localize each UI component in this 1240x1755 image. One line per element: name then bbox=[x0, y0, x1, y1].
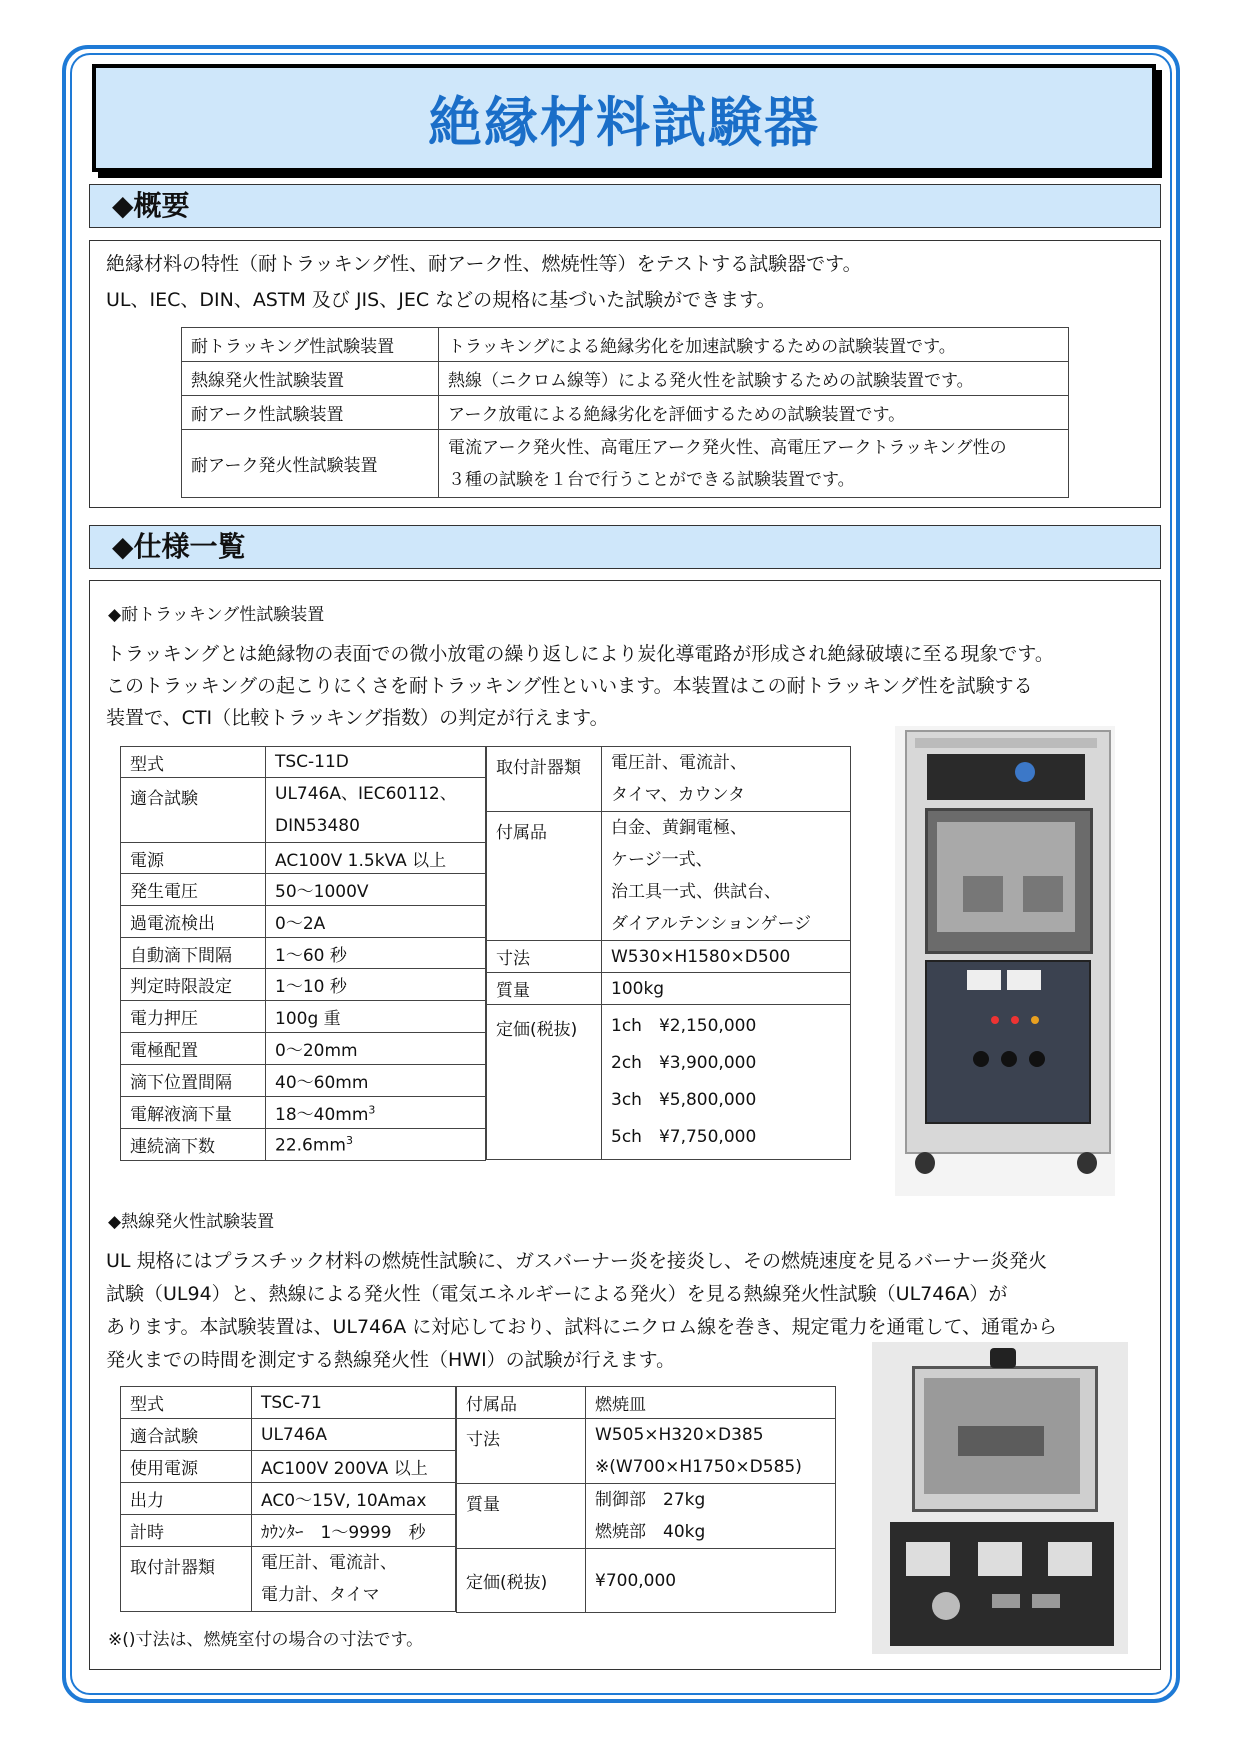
value-line: 白金、黄銅電極、 bbox=[611, 818, 747, 838]
tracking-spec-table-left bbox=[120, 746, 486, 1161]
spec-key: 質量 bbox=[487, 973, 602, 1005]
spec-key: 質量 bbox=[457, 1484, 586, 1549]
device-desc: 熱線（ニクロム線等）による発火性を試験するための試験装置です。 bbox=[439, 362, 1069, 396]
table-row bbox=[487, 941, 851, 973]
spec-value: AC0～15V, 10Amax bbox=[252, 1483, 456, 1515]
spec-key: 取付計器類 bbox=[487, 747, 602, 812]
spec-key: 出力 bbox=[121, 1483, 252, 1515]
spec-key: 計時 bbox=[121, 1515, 252, 1547]
table-row bbox=[121, 778, 486, 843]
device-desc bbox=[439, 430, 1069, 498]
value-line: DIN53480 bbox=[275, 816, 360, 836]
table-row bbox=[121, 843, 486, 874]
spec-value: AC100V 1.5kVA 以上 bbox=[266, 843, 486, 874]
spec-key: 型式 bbox=[121, 1387, 252, 1419]
price-list bbox=[602, 1005, 851, 1160]
table-row bbox=[182, 396, 1069, 430]
value-line: 電圧計、電流計、 bbox=[261, 1553, 397, 1573]
hotwire-para-3: あります。本試験装置は、UL746A に対応しており、試料にニクロム線を巻き、規定電力を通電して、通電から bbox=[106, 1316, 1058, 1338]
overview-line-2: UL、IEC、DIN、ASTM 及び JIS、JEC などの規格に基づいた試験ができます。 bbox=[106, 289, 776, 311]
value-line: UL746A、IEC60112、 bbox=[275, 784, 457, 804]
spec-key: 付属品 bbox=[487, 812, 602, 941]
superscript: 3 bbox=[345, 1133, 353, 1147]
value-text: 22.6mm bbox=[275, 1135, 346, 1156]
table-row bbox=[121, 1451, 456, 1483]
spec-key: 寸法 bbox=[487, 941, 602, 973]
hotwire-para-2: 試験（UL94）と、熱線による発火性（電気エネルギーによる発火）を見る熱線発火性試験（UL746A）が bbox=[106, 1283, 1008, 1305]
device-desc: アーク放電による絶縁劣化を評価するための試験装置です。 bbox=[439, 396, 1069, 430]
tracking-para-3: 装置で、CTI（比較トラッキング指数）の判定が行えます。 bbox=[106, 707, 609, 729]
table-row bbox=[121, 874, 486, 906]
channel: 3ch bbox=[611, 1090, 642, 1110]
spec-value bbox=[266, 1097, 486, 1129]
device-name: 耐アーク性試験装置 bbox=[182, 396, 439, 430]
hotwire-spec-table-left bbox=[120, 1386, 456, 1612]
value-line: ダイアルテンションゲージ bbox=[611, 914, 812, 934]
spec-key: 取付計器類 bbox=[121, 1547, 252, 1612]
spec-value: TSC-71 bbox=[252, 1387, 456, 1419]
spec-value: 0～2A bbox=[266, 906, 486, 938]
spec-key: 判定時限設定 bbox=[121, 969, 266, 1001]
table-row bbox=[182, 328, 1069, 362]
table-row bbox=[121, 906, 486, 938]
spec-value: 100kg bbox=[602, 973, 851, 1005]
spec-value bbox=[266, 778, 486, 843]
spec-value bbox=[602, 812, 851, 941]
spec-key: 適合試験 bbox=[121, 778, 266, 843]
specs-heading: ◆仕様一覧 bbox=[89, 525, 1161, 569]
value-line: タイマ、カウンタ bbox=[611, 785, 745, 805]
table-row bbox=[121, 1419, 456, 1451]
value-line: 電圧計、電流計、 bbox=[611, 753, 747, 773]
spec-key: 過電流検出 bbox=[121, 906, 266, 938]
table-row bbox=[121, 938, 486, 969]
tracking-tester-photo bbox=[895, 726, 1115, 1196]
spec-value: 100g 重 bbox=[266, 1001, 486, 1033]
value-line: ※(W700×H1750×D585) bbox=[595, 1457, 802, 1477]
spec-key: 滴下位置間隔 bbox=[121, 1065, 266, 1097]
spec-value: 1～10 秒 bbox=[266, 969, 486, 1001]
device-desc: トラッキングによる絶縁劣化を加速試験するための試験装置です。 bbox=[439, 328, 1069, 362]
table-row bbox=[182, 362, 1069, 396]
price-row bbox=[611, 1008, 841, 1045]
hotwire-tester-photo bbox=[872, 1342, 1128, 1654]
value-line: 制御部 27kg bbox=[595, 1490, 706, 1510]
price: ¥3,900,000 bbox=[658, 1053, 757, 1073]
price: ¥5,800,000 bbox=[658, 1090, 757, 1110]
spec-key: 付属品 bbox=[457, 1387, 586, 1419]
desc-line: 電流アーク発火性、高電圧アーク発火性、高電圧アークトラッキング性の bbox=[448, 437, 1007, 458]
table-row bbox=[121, 1483, 456, 1515]
tracking-para-1: トラッキングとは絶縁物の表面での微小放電の繰り返しにより炭化導電路が形成され絶縁破壊に至る現象です。 bbox=[106, 643, 1054, 665]
hotwire-para-4: 発火までの時間を測定する熱線発火性（HWI）の試験が行えます。 bbox=[106, 1349, 676, 1371]
overview-table bbox=[181, 327, 1069, 498]
spec-value: W530×H1580×D500 bbox=[602, 941, 851, 973]
spec-key: 電力押圧 bbox=[121, 1001, 266, 1033]
price: ¥2,150,000 bbox=[658, 1016, 757, 1036]
spec-value bbox=[266, 1129, 486, 1161]
value-line: W505×H320×D385 bbox=[595, 1425, 764, 1445]
spec-value: TSC-11D bbox=[266, 747, 486, 778]
table-row bbox=[457, 1387, 836, 1419]
spec-value bbox=[252, 1547, 456, 1612]
hotwire-para-1: UL 規格にはプラスチック材料の燃焼性試験に、ガスバーナー炎を接炎し、その燃焼速度を見るバーナー炎発火 bbox=[106, 1250, 1048, 1272]
tracking-spec-table-right bbox=[486, 746, 851, 1160]
page-title: 絶縁材料試験器 bbox=[428, 90, 820, 154]
spec-value: 0～20mm bbox=[266, 1033, 486, 1065]
table-row bbox=[487, 747, 851, 812]
spec-key: 寸法 bbox=[457, 1419, 586, 1484]
spec-value: 50～1000V bbox=[266, 874, 486, 906]
spec-value: 燃焼皿 bbox=[586, 1387, 836, 1419]
table-row bbox=[121, 1547, 456, 1612]
spec-key: 定価(税抜) bbox=[457, 1549, 586, 1613]
spec-value: 40～60mm bbox=[266, 1065, 486, 1097]
device-name: 耐アーク発火性試験装置 bbox=[182, 430, 439, 498]
spec-key: 使用電源 bbox=[121, 1451, 252, 1483]
spec-value bbox=[586, 1419, 836, 1484]
superscript: 3 bbox=[368, 1103, 376, 1117]
spec-key: 電極配置 bbox=[121, 1033, 266, 1065]
device-name: 耐トラッキング性試験装置 bbox=[182, 328, 439, 362]
channel: 2ch bbox=[611, 1053, 642, 1073]
table-row bbox=[457, 1419, 836, 1484]
tracking-para-2: このトラッキングの起こりにくさを耐トラッキング性といいます。本装置はこの耐トラッキング性を試験する bbox=[106, 675, 1033, 697]
table-row bbox=[121, 1515, 456, 1547]
value-line: 治工具一式、供試台、 bbox=[611, 882, 781, 902]
table-row bbox=[487, 1005, 851, 1160]
table-row bbox=[121, 747, 486, 778]
spec-key: 型式 bbox=[121, 747, 266, 778]
table-row bbox=[121, 1033, 486, 1065]
spec-value: 1～60 秒 bbox=[266, 938, 486, 969]
spec-key: 定価(税抜) bbox=[487, 1005, 602, 1160]
table-row bbox=[457, 1549, 836, 1613]
price-row bbox=[611, 1119, 841, 1156]
spec-key: 自動滴下間隔 bbox=[121, 938, 266, 969]
spec-value bbox=[602, 747, 851, 812]
table-row bbox=[121, 1065, 486, 1097]
value-line: ケージ一式、 bbox=[611, 850, 713, 870]
spec-value: AC100V 200VA 以上 bbox=[252, 1451, 456, 1483]
spec-value: UL746A bbox=[252, 1419, 456, 1451]
price: ¥7,750,000 bbox=[658, 1127, 757, 1147]
spec-key: 連続滴下数 bbox=[121, 1129, 266, 1161]
spec-key: 適合試験 bbox=[121, 1419, 252, 1451]
channel: 1ch bbox=[611, 1016, 642, 1036]
spec-key: 発生電圧 bbox=[121, 874, 266, 906]
price-row bbox=[611, 1045, 841, 1082]
table-row bbox=[121, 1387, 456, 1419]
overview-line-1: 絶縁材料の特性（耐トラッキング性、耐アーク性、燃焼性等）をテストする試験器です。 bbox=[106, 253, 862, 275]
table-row bbox=[121, 969, 486, 1001]
table-row bbox=[457, 1484, 836, 1549]
overview-heading: ◆概要 bbox=[89, 184, 1161, 228]
tracking-subheading: ◆耐トラッキング性試験装置 bbox=[108, 605, 325, 625]
spec-value: ¥700,000 bbox=[586, 1549, 836, 1613]
hotwire-note: ※()寸法は、燃焼室付の場合の寸法です。 bbox=[108, 1630, 424, 1650]
table-row bbox=[487, 973, 851, 1005]
price-row bbox=[611, 1082, 841, 1119]
hotwire-spec-table-right bbox=[456, 1386, 836, 1613]
spec-key: 電源 bbox=[121, 843, 266, 874]
value-line: 燃焼部 40kg bbox=[595, 1522, 706, 1542]
spec-key: 電解液滴下量 bbox=[121, 1097, 266, 1129]
spec-value: ｶｳﾝﾀｰ 1～9999 秒 bbox=[252, 1515, 456, 1547]
title-banner bbox=[92, 64, 1156, 172]
table-row bbox=[121, 1001, 486, 1033]
desc-line: ３種の試験を１台で行うことができる試験装置です。 bbox=[448, 469, 855, 490]
spec-value bbox=[586, 1484, 836, 1549]
table-row bbox=[182, 430, 1069, 498]
table-row bbox=[121, 1129, 486, 1161]
value-line: 電力計、タイマ bbox=[261, 1585, 380, 1605]
device-name: 熱線発火性試験装置 bbox=[182, 362, 439, 396]
hotwire-subheading: ◆熱線発火性試験装置 bbox=[108, 1212, 275, 1232]
value-text: 18～40mm bbox=[275, 1105, 369, 1125]
table-row bbox=[487, 812, 851, 941]
channel: 5ch bbox=[611, 1127, 642, 1147]
table-row bbox=[121, 1097, 486, 1129]
